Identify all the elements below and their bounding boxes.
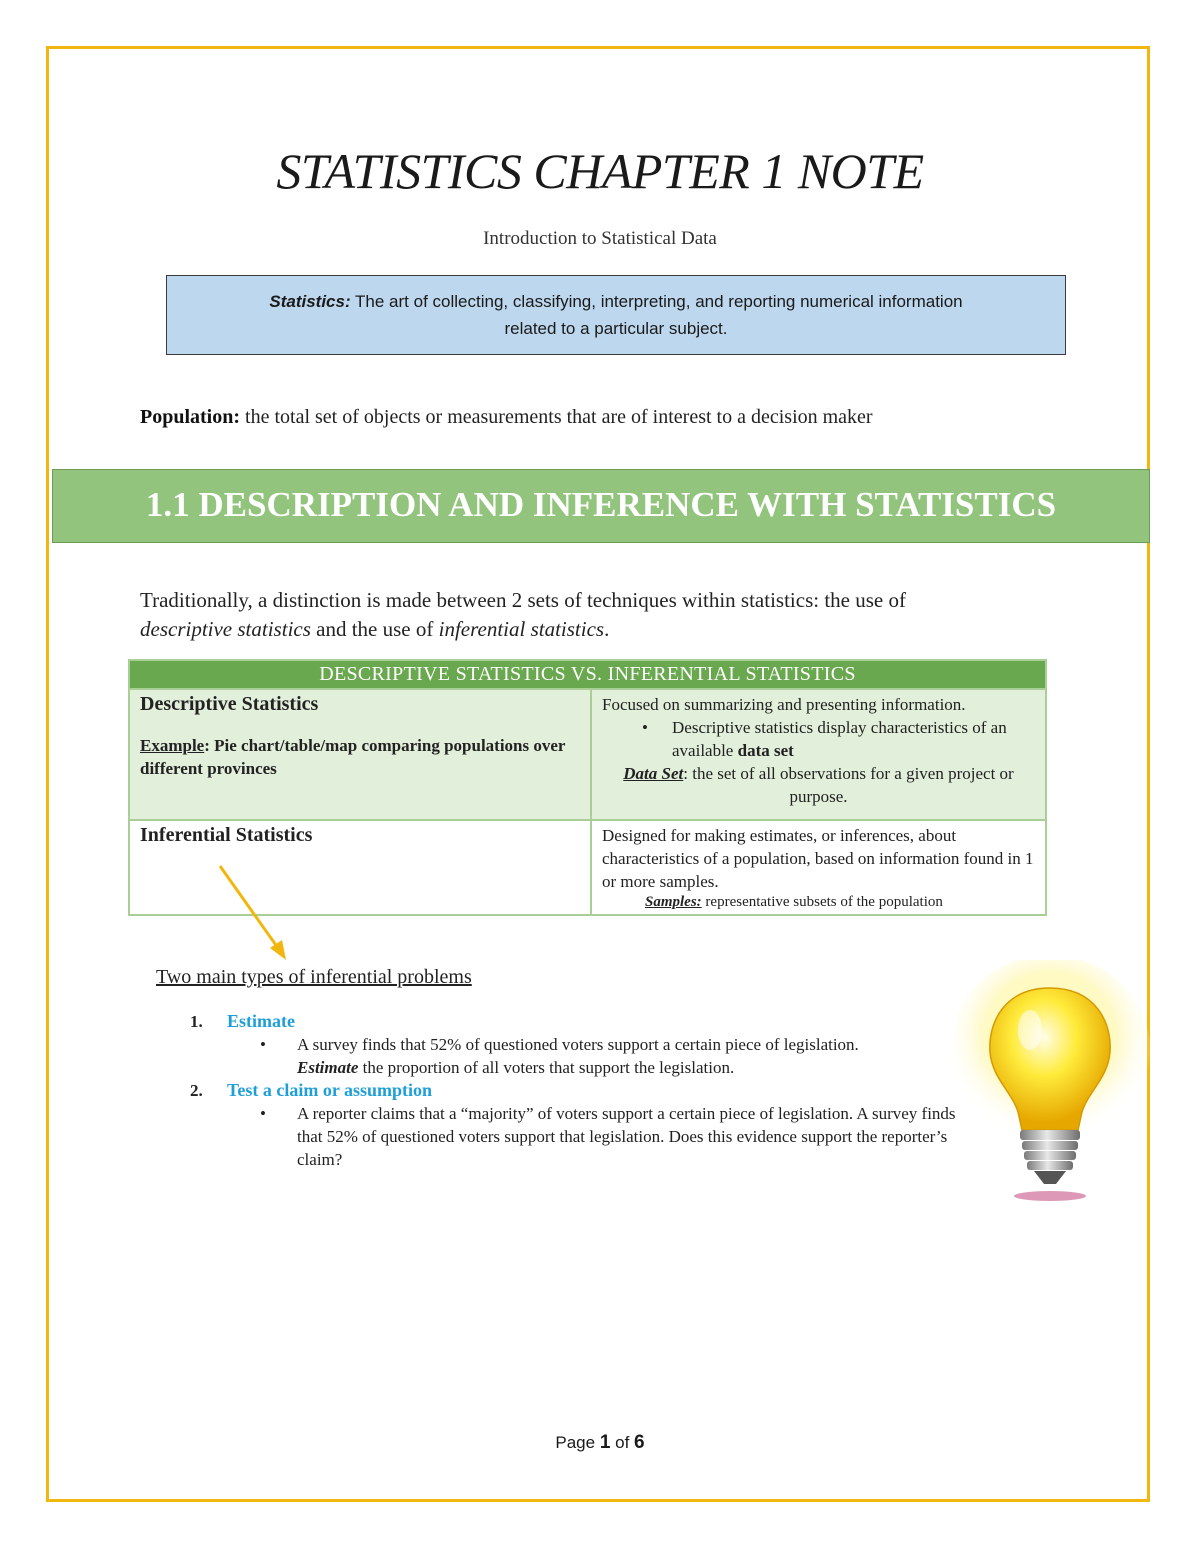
section-heading: 1.1 DESCRIPTION AND INFERENCE WITH STATISTICS [52,469,1150,543]
intro-text: Traditionally, a distinction is made between 2 sets of techniques within statistics: the use of [140,588,906,612]
definition-line1: The art of collecting, classifying, interpreting, and reporting numerical information [350,292,963,311]
descriptive-cell [129,689,591,820]
list-number: 1. [190,1012,203,1031]
descriptive-bullet [602,716,1035,762]
problem-text: A survey finds that 52% of questioned voters support a certain piece of legislation. [297,1035,859,1054]
inferential-title: Inferential Statistics [140,824,313,846]
table-row-descriptive [129,689,1046,820]
descriptive-detail-cell [591,689,1046,820]
intro-end: . [604,617,610,641]
definition-term: Statistics: [269,292,351,311]
inferential-cell [129,820,591,915]
page-total: 6 [634,1432,645,1453]
definition-box [166,275,1066,355]
problem-em: Estimate [297,1058,359,1077]
samples-term: Samples: [645,894,702,910]
bullet-icon: • [260,1035,266,1054]
list-number: 2. [190,1081,203,1100]
example-text: : Pie chart/table/map comparing populations over different provinces [140,736,566,778]
population-term: Population: [140,406,241,428]
intro-and: and the use of [310,617,439,641]
example-label: Example [140,736,205,755]
samples-definition [602,893,1035,912]
page-footer [0,1432,1200,1454]
problem-text: A reporter claims that a “majority” of voters support a certain piece of legislation. A survey finds that 52% of questioned voters support that legislation. Does this evidence support the reporter’s claim? [297,1104,956,1169]
table-header: DESCRIPTIVE STATISTICS VS. INFERENTIAL STATISTICS [129,660,1046,689]
descriptive-title: Descriptive Statistics [140,693,319,715]
problem-list [190,1010,970,1171]
list-item [190,1079,970,1102]
samples-text: representative subsets of the population [701,894,943,910]
intro-inferential: inferential statistics [438,617,605,641]
problem-label: Estimate [227,1011,295,1031]
bullet-icon: • [642,718,648,737]
population-text: the total set of objects or measurements that are of interest to a decision maker [240,406,873,428]
descriptive-bullet-bold: data set [737,741,794,760]
dataset-definition [602,762,1035,808]
lightbulb-icon [950,960,1150,1210]
problem-rest: the proportion of all voters that support the legislation. [358,1058,735,1077]
descriptive-example [140,734,580,780]
problem-bullet [190,1033,970,1079]
list-item [190,1010,970,1033]
definition-line2: related to a particular subject. [504,319,728,338]
inferential-problems-heading: Two main types of inferential problems [156,966,472,988]
page-of: of [610,1433,635,1452]
intro-descriptive: descriptive statistics [140,617,311,641]
problem-bullet [190,1102,970,1171]
inferential-detail-cell [591,820,1046,915]
document-subtitle: Introduction to Statistical Data [483,228,717,249]
bullet-icon: • [260,1104,266,1123]
inferential-text: Designed for making estimates, or inferences, about characteristics of a population, based on information found in 1 or more samples. [602,826,1034,891]
problem-label: Test a claim or assumption [227,1080,433,1100]
intro-paragraph [140,586,1040,644]
descriptive-focus: Focused on summarizing and presenting information. [602,695,966,714]
population-definition [140,406,873,429]
arrow-icon [210,860,300,970]
document-title: STATISTICS CHAPTER 1 NOTE [276,143,924,199]
dataset-term: Data Set [623,764,684,783]
page-current: 1 [599,1432,611,1453]
descriptive-bullet-text: Descriptive statistics display characteristics of an available [672,718,1007,760]
page-word: Page [555,1433,600,1452]
dataset-text: : the set of all observations for a given project or purpose. [683,764,1014,806]
